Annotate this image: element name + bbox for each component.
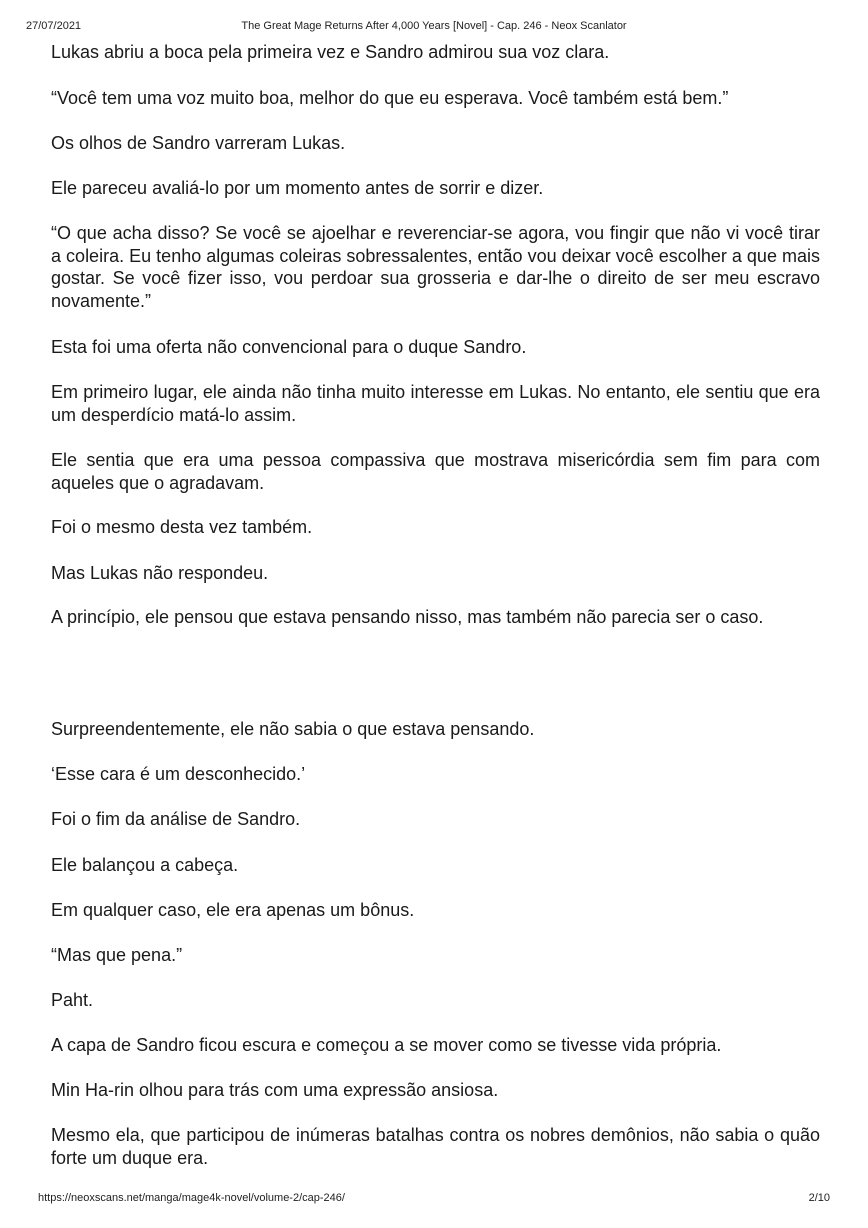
paragraph: Ele sentia que era uma pessoa compassiva que mostrava misericórdia sem fim para com aqueles que o agradavam. <box>51 450 820 493</box>
document-title: The Great Mage Returns After 4,000 Years [Novel] - Cap. 246 - Neox Scanlator <box>241 20 627 32</box>
page-number: 2/10 <box>808 1192 830 1204</box>
paragraph: Ele balançou a cabeça. <box>51 855 239 875</box>
paragraph: Paht. <box>51 990 94 1010</box>
paragraph: ‘Esse cara é um desconhecido.’ <box>51 764 306 784</box>
print-date: 27/07/2021 <box>26 20 82 32</box>
paragraph: Os olhos de Sandro varreram Lukas. <box>51 133 346 153</box>
paragraph: Em qualquer caso, ele era apenas um bônus. <box>51 900 415 920</box>
print-header <box>26 20 842 36</box>
paragraph: Surpreendentemente, ele não sabia o que estava pensando. <box>51 719 535 739</box>
paragraph: Foi o mesmo desta vez também. <box>51 517 313 537</box>
paragraph: Mas Lukas não respondeu. <box>51 563 269 583</box>
paragraph: A capa de Sandro ficou escura e começou a se mover como se tivesse vida própria. <box>51 1035 722 1055</box>
paragraph: “Você tem uma voz muito boa, melhor do que eu esperava. Você também está bem.” <box>51 88 729 108</box>
paragraph: Mesmo ela, que participou de inúmeras batalhas contra os nobres demônios, não sabia o quão forte um duque era. <box>51 1125 820 1168</box>
paragraph: “Mas que pena.” <box>51 945 183 965</box>
paragraph: Lukas abriu a boca pela primeira vez e Sandro admirou sua voz clara. <box>51 42 610 62</box>
paragraph: A princípio, ele pensou que estava pensando nisso, mas também não parecia ser o caso. <box>51 607 764 627</box>
paragraph: Min Ha-rin olhou para trás com uma expressão ansiosa. <box>51 1080 499 1100</box>
page-url: https://neoxscans.net/manga/mage4k-novel/volume-2/cap-246/ <box>38 1192 345 1204</box>
paragraph: “O que acha disso? Se você se ajoelhar e reverenciar-se agora, vou fingir que não vi você tirar a coleira. Eu tenho algumas coleiras sobressalentes, então vou deixar você escolher a que mais gostar. Se você fizer isso, vou perdoar sua grosseria e dar-lhe o direito de ser meu escravo novamente.” <box>51 223 820 311</box>
paragraph: Em primeiro lugar, ele ainda não tinha muito interesse em Lukas. No entanto, ele sentiu que era um desperdício matá-lo assim. <box>51 382 820 425</box>
paragraph: Ele pareceu avaliá-lo por um momento antes de sorrir e dizer. <box>51 178 544 198</box>
paragraph: Esta foi uma oferta não convencional para o duque Sandro. <box>51 337 527 357</box>
print-footer <box>38 1192 830 1208</box>
paragraph: Foi o fim da análise de Sandro. <box>51 809 301 829</box>
